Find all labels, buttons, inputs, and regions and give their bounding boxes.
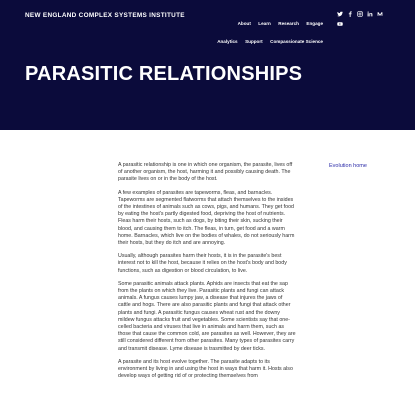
facebook-icon[interactable] xyxy=(346,10,354,18)
linkedin-icon[interactable] xyxy=(366,10,374,18)
nav-engage[interactable]: Engage xyxy=(306,21,323,26)
article-paragraph: Usually, although parasites harm their hosts, it is in the parasite's best interest not to kill the host, because it relies on the host's body and body functions, such as digestion or blood circulation, to live. xyxy=(118,253,287,274)
nav-learn[interactable]: Learn xyxy=(258,21,271,26)
nav-compassionate-science[interactable]: Compassionate Science xyxy=(270,39,323,44)
article-paragraph: A parasitic relationship is one in which one organism, the parasite, lives off of another organism, the host, harming it and possibly causing death. The parasite lives on or in the body of the host. xyxy=(118,162,293,183)
article-paragraph: Some parasitic animals attack plants. Aphids are insects that eat the sap from the plants on which they live. Parasitic plants and fungi can attack animals. A fungus causes lumpy jaw, a disease that injures the jaws of cattle and hogs. There are also parasitic plants and fungi that attack other plants and fungi. A parasitic fungus causes wheat rust and the downy mildew fungus attacks fruit and vegetables. Some scientists say that one-celled bacteria and viruses that live in animals and harm them, such as those that cause the common cold, are parasites as well. However, they are still considered different from other parasites. Many types of parasites carry and transmit disease. Lyme disease is trasmitted by deer ticks. xyxy=(118,280,296,352)
nav-about[interactable]: About xyxy=(237,21,251,26)
article-paragraph: A parasite and its host evolve together. The parasite adapts to its environment by living in and using the host in ways that harm it. Hosts also develop ways of getting rid of or protecting themselves from xyxy=(118,358,293,380)
article-paragraph: A few examples of parasites are tapeworms, fleas, and barnacles. Tapeworms are segmented flatworms that attach themselves to the insides of the intestines of animals such as cows, pigs, and humans. They get food by eating the host's partly digested food, depriving the host of nutrients. Fleas harm their hosts, such as dogs, by biting their skin, sucking their blood, and causing them to itch. The fleas, in turn, get food and a warm home. Barnacles, which live on the bodies of whales, do not seriously harm their hosts, but they do itch and are annoying. xyxy=(118,189,295,247)
page-title: PARASITIC RELATIONSHIPS xyxy=(25,63,303,85)
medium-icon[interactable] xyxy=(376,10,384,18)
evolution-home-link[interactable]: Evolution home xyxy=(329,163,367,169)
nav-analytics[interactable]: Analytics xyxy=(217,39,238,44)
instagram-icon[interactable] xyxy=(356,10,364,18)
nav-research[interactable]: Research xyxy=(278,21,299,26)
hero-banner xyxy=(0,0,415,130)
main-nav xyxy=(211,12,323,48)
youtube-icon[interactable] xyxy=(336,20,344,28)
social-links xyxy=(336,10,386,28)
site-logo[interactable]: NEW ENGLAND COMPLEX SYSTEMS INSTITUTE xyxy=(25,12,185,19)
nav-support[interactable]: Support xyxy=(245,39,263,44)
twitter-icon[interactable] xyxy=(336,10,344,18)
article-body xyxy=(118,162,296,386)
